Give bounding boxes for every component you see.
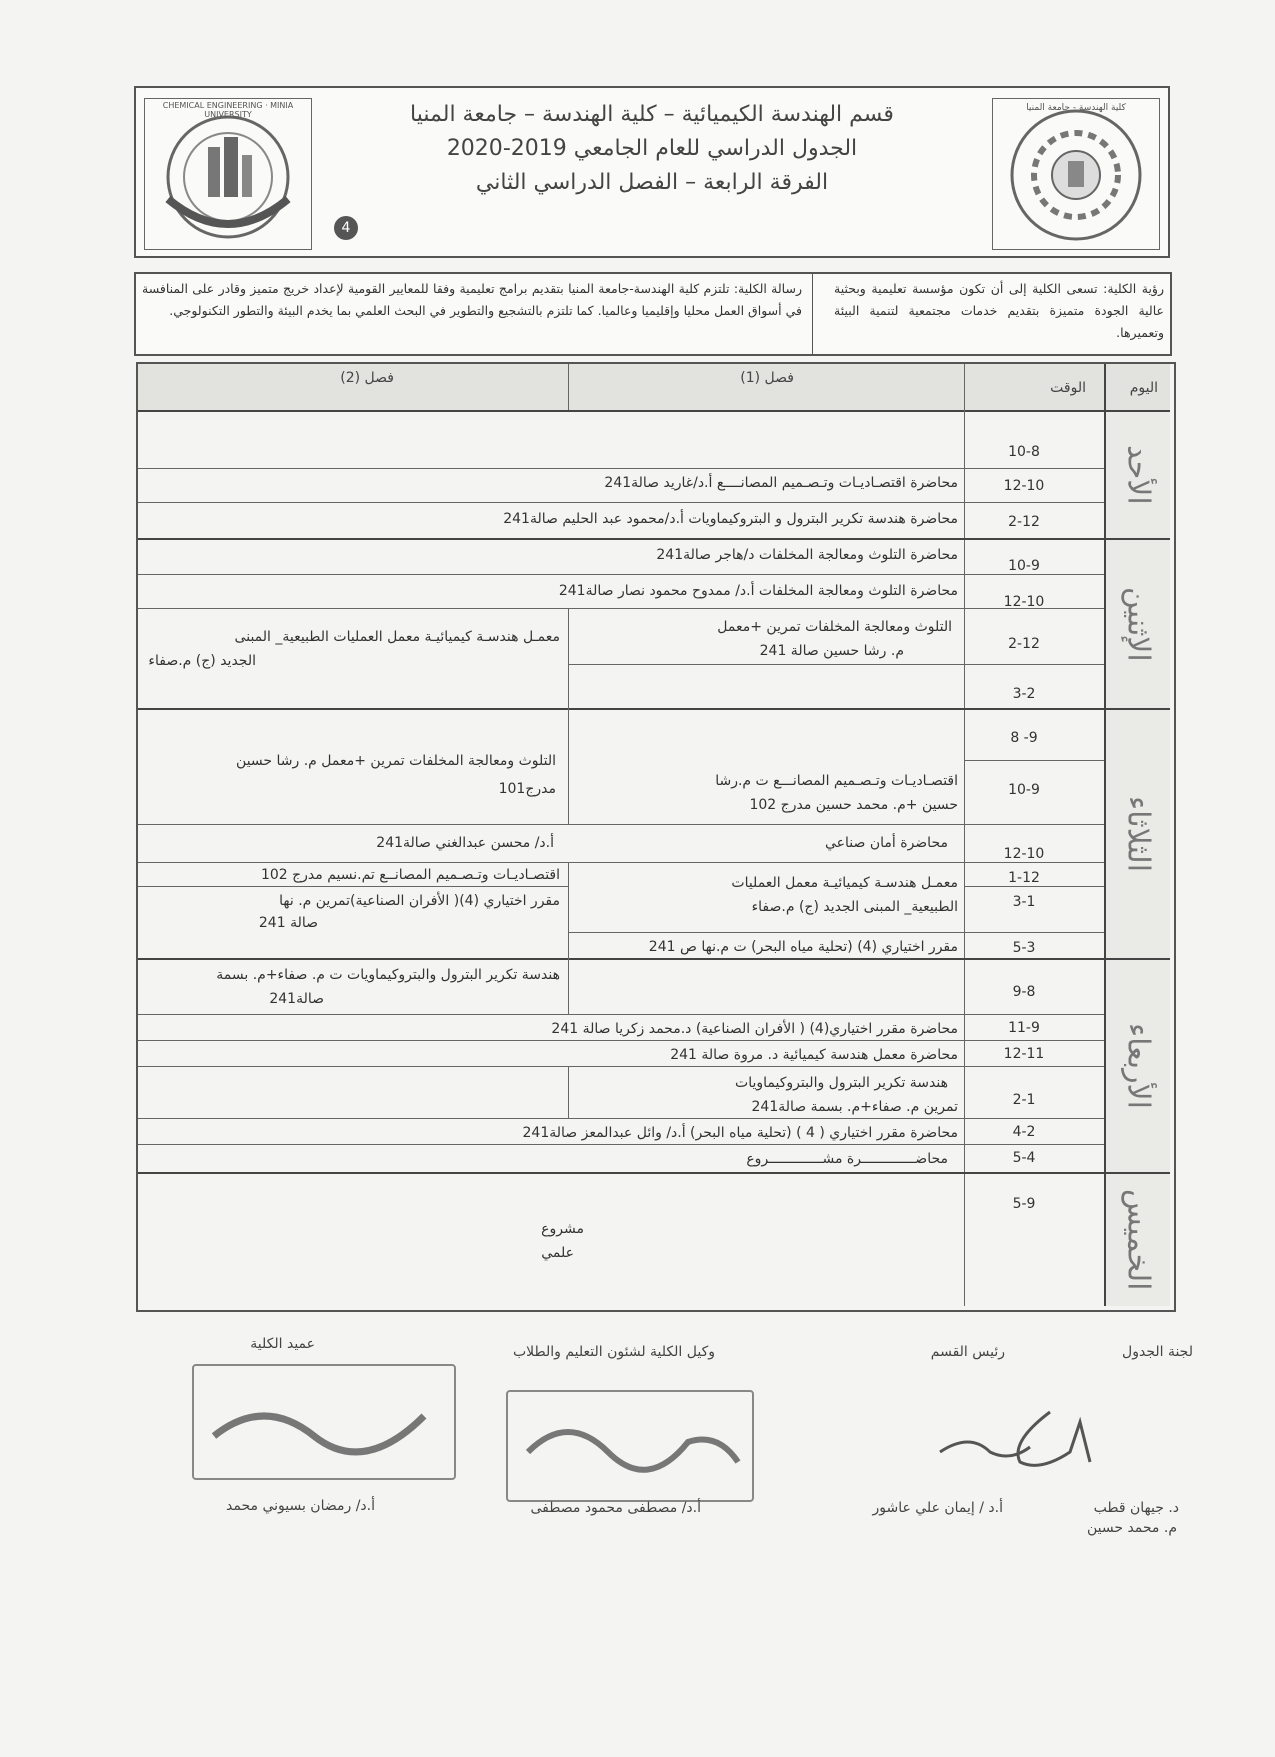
day-sunday: الأحد: [1120, 445, 1156, 505]
head-title: رئيس القسم: [930, 1344, 1005, 1360]
time-slot: 5-9: [1012, 1196, 1036, 1212]
schedule-entry: محاضرة معمل هندسة كيميائية د. مروة صالة 241: [670, 1047, 958, 1063]
schedule-entry: هندسة تكرير البترول والبتروكيماويات ت م. صفاء+م. بسمة: [216, 967, 560, 983]
time-slot: 9- 8: [1010, 730, 1038, 746]
schedule-entry: أ.د/ محسن عبدالغني صالة241: [376, 835, 554, 851]
committee-member: م. محمد حسين: [1086, 1520, 1177, 1536]
schedule-entry: معمـل هندسـة كيميائيـة معمل العمليات: [731, 875, 958, 891]
schedule-entry: م. رشا حسين صالة 241: [759, 643, 904, 659]
schedule-entry: اقتصـاديـات وتـصـميم المصانـــع ت م.رشا: [715, 773, 958, 789]
faculty-logo: [992, 98, 1160, 250]
stamp: [192, 1364, 456, 1480]
time-slot: 12-10: [1003, 846, 1045, 862]
day-tuesday: الثلاثاء: [1120, 795, 1156, 873]
schedule-entry: صالة 241: [258, 915, 318, 931]
schedule-entry: صالة241: [269, 991, 324, 1007]
header-line-2: الجدول الدراسي للعام الجامعي 2019-2020: [446, 136, 858, 161]
schedule-entry: علمي: [541, 1245, 574, 1261]
dean-title: عميد الكلية: [250, 1336, 315, 1352]
signature-marks: [920, 1392, 1180, 1482]
committee-member: د. جيهان قطب: [1093, 1500, 1179, 1516]
mission-text: رسالة الكلية: تلتزم كلية الهندسة-جامعة المنيا بتقديم برامج تعليمية وفقا للمعايير القومية لإعداد خريج متميز وقادر على المنافسة في أسواق العمل محليا وإقليميا وعالميا. كما تلتزم بالتشجيع والتطوير في البحث العلمي بما يخدم البيئة والتطور التكنولوجي.: [142, 281, 802, 318]
schedule-entry: مقرر اختياري (4)( الأفران الصناعية)تمرين م. نها: [279, 893, 560, 909]
schedule-entry: مدرج101: [498, 781, 556, 797]
schedule-entry: محاضرة هندسة تكرير البترول و البتروكيماويات أ.د/محمود عبد الحليم صالة241: [503, 511, 958, 527]
schedule-entry: محاضرة اقتصـاديـات وتـصـميم المصانــــع أ.د/غاريد صالة241: [604, 475, 958, 491]
schedule-entry: محاضـــــــــــــرة مشـــــــــــــروع: [746, 1151, 948, 1167]
schedule-entry: محاضرة مقرر اختياري ( 4 ) (تحلية مياه البحر) أ.د/ وائل عبدالمعز صالة241: [522, 1125, 958, 1141]
header-day: اليوم: [1129, 380, 1158, 396]
schedule-entry: هندسة تكرير البترول والبتروكيماويات: [735, 1075, 948, 1091]
department-logo: [144, 98, 312, 250]
schedule-entry: محاضرة أمان صناعي: [825, 835, 948, 851]
time-slot: 2-12: [1008, 514, 1040, 530]
time-slot: 10-9: [1008, 782, 1040, 798]
time-slot: 10-8: [1008, 444, 1040, 460]
table-header-row: [138, 364, 1170, 410]
header-section-1: فصل (1): [740, 370, 794, 386]
vice-dean-title: وكيل الكلية لشئون التعليم والطلاب: [512, 1344, 715, 1360]
logo-caption: CHEMICAL ENGINEERING · MINIA UNIVERSITY: [162, 101, 294, 119]
title-block: [326, 98, 978, 200]
header-line-1: قسم الهندسة الكيميائية – كلية الهندسة – جامعة المنيا: [410, 102, 894, 127]
time-slot: 12-10: [1003, 594, 1045, 610]
dean-name: أ.د/ رمضان بسيوني محمد: [226, 1498, 375, 1514]
time-slot: 10-9: [1008, 558, 1040, 574]
schedule-entry: محاضرة التلوث ومعالجة المخلفات أ.د/ ممدوح محمود نصار صالة241: [558, 583, 958, 599]
time-slot: 11-9: [1008, 1020, 1040, 1036]
schedule-entry: محاضرة التلوث ومعالجة المخلفات د/هاجر صالة241: [656, 547, 958, 563]
schedule-entry: الجديد (ج) م.صفاء: [148, 653, 256, 669]
day-monday: الإثنين: [1120, 586, 1156, 662]
header-time: الوقت: [1050, 380, 1086, 396]
time-slot: 12-11: [1003, 1046, 1045, 1062]
day-wednesday: الأربعاء: [1120, 1023, 1156, 1110]
schedule-entry: حسين +م. محمد حسين مدرج 102: [749, 797, 958, 813]
stamp: [506, 1390, 754, 1502]
time-slot: 3-1: [1012, 894, 1036, 910]
vice-dean-name: أ.د/ مصطفى محمود مصطفى: [530, 1500, 701, 1516]
document-header: [134, 86, 1170, 258]
header-line-3: الفرقة الرابعة – الفصل الدراسي الثاني: [475, 170, 829, 195]
vision-mission-box: [134, 272, 1172, 356]
logo-caption: كلية الهندسة - جامعة المنيا: [1026, 103, 1126, 113]
time-slot: 12-10: [1003, 478, 1045, 494]
time-slot: 5-4: [1012, 1150, 1036, 1166]
day-thursday: الخميس: [1120, 1189, 1156, 1291]
schedule-entry: تمرين م. صفاء+م. بسمة صالة241: [751, 1099, 958, 1115]
schedule-entry: معمـل هندسـة كيميائيـة معمل العمليات الطبيعية_ المبنى: [234, 629, 560, 645]
time-slot: 4-2: [1012, 1124, 1036, 1140]
page-number-badge: 4: [334, 216, 358, 240]
committee-title: لجنة الجدول: [1122, 1344, 1193, 1360]
time-slot: 1-12: [1008, 870, 1040, 886]
schedule-table: [136, 362, 1176, 1312]
divider: [812, 274, 813, 354]
vision-text: رؤية الكلية: تسعى الكلية إلى أن تكون مؤسسة تعليمية وبحثية عالية الجودة متميزة بتقديم خدمات مجتمعية لتنمية البيئة وتعميرها.: [834, 281, 1164, 340]
time-slot: 5-3: [1012, 940, 1036, 956]
schedule-entry: محاضرة مقرر اختياري(4) ( الأفران الصناعية) د.محمد زكريا صالة 241: [551, 1021, 958, 1037]
time-slot: 2-1: [1012, 1092, 1036, 1108]
schedule-entry: التلوث ومعالجة المخلفات تمرين +معمل: [717, 619, 952, 635]
schedule-entry: الطبيعية_ المبنى الجديد (ج) م.صفاء: [751, 899, 958, 915]
schedule-entry: مشروع: [541, 1221, 584, 1237]
time-slot: 9-8: [1012, 984, 1036, 1000]
time-slot: 3-2: [1012, 686, 1036, 702]
head-name: أ.د / إيمان علي عاشور: [872, 1500, 1003, 1516]
schedule-entry: التلوث ومعالجة المخلفات تمرين +معمل م. رشا حسين: [236, 753, 556, 769]
schedule-entry: اقتصـاديـات وتـصـميم المصانــع تم.نسيم مدرج 102: [260, 867, 560, 883]
schedule-entry: مقرر اختياري (4) (تحلية مياه البحر) ت م.نها ص 241: [648, 939, 958, 955]
header-section-2: فصل (2): [340, 370, 394, 386]
time-slot: 2-12: [1008, 636, 1040, 652]
